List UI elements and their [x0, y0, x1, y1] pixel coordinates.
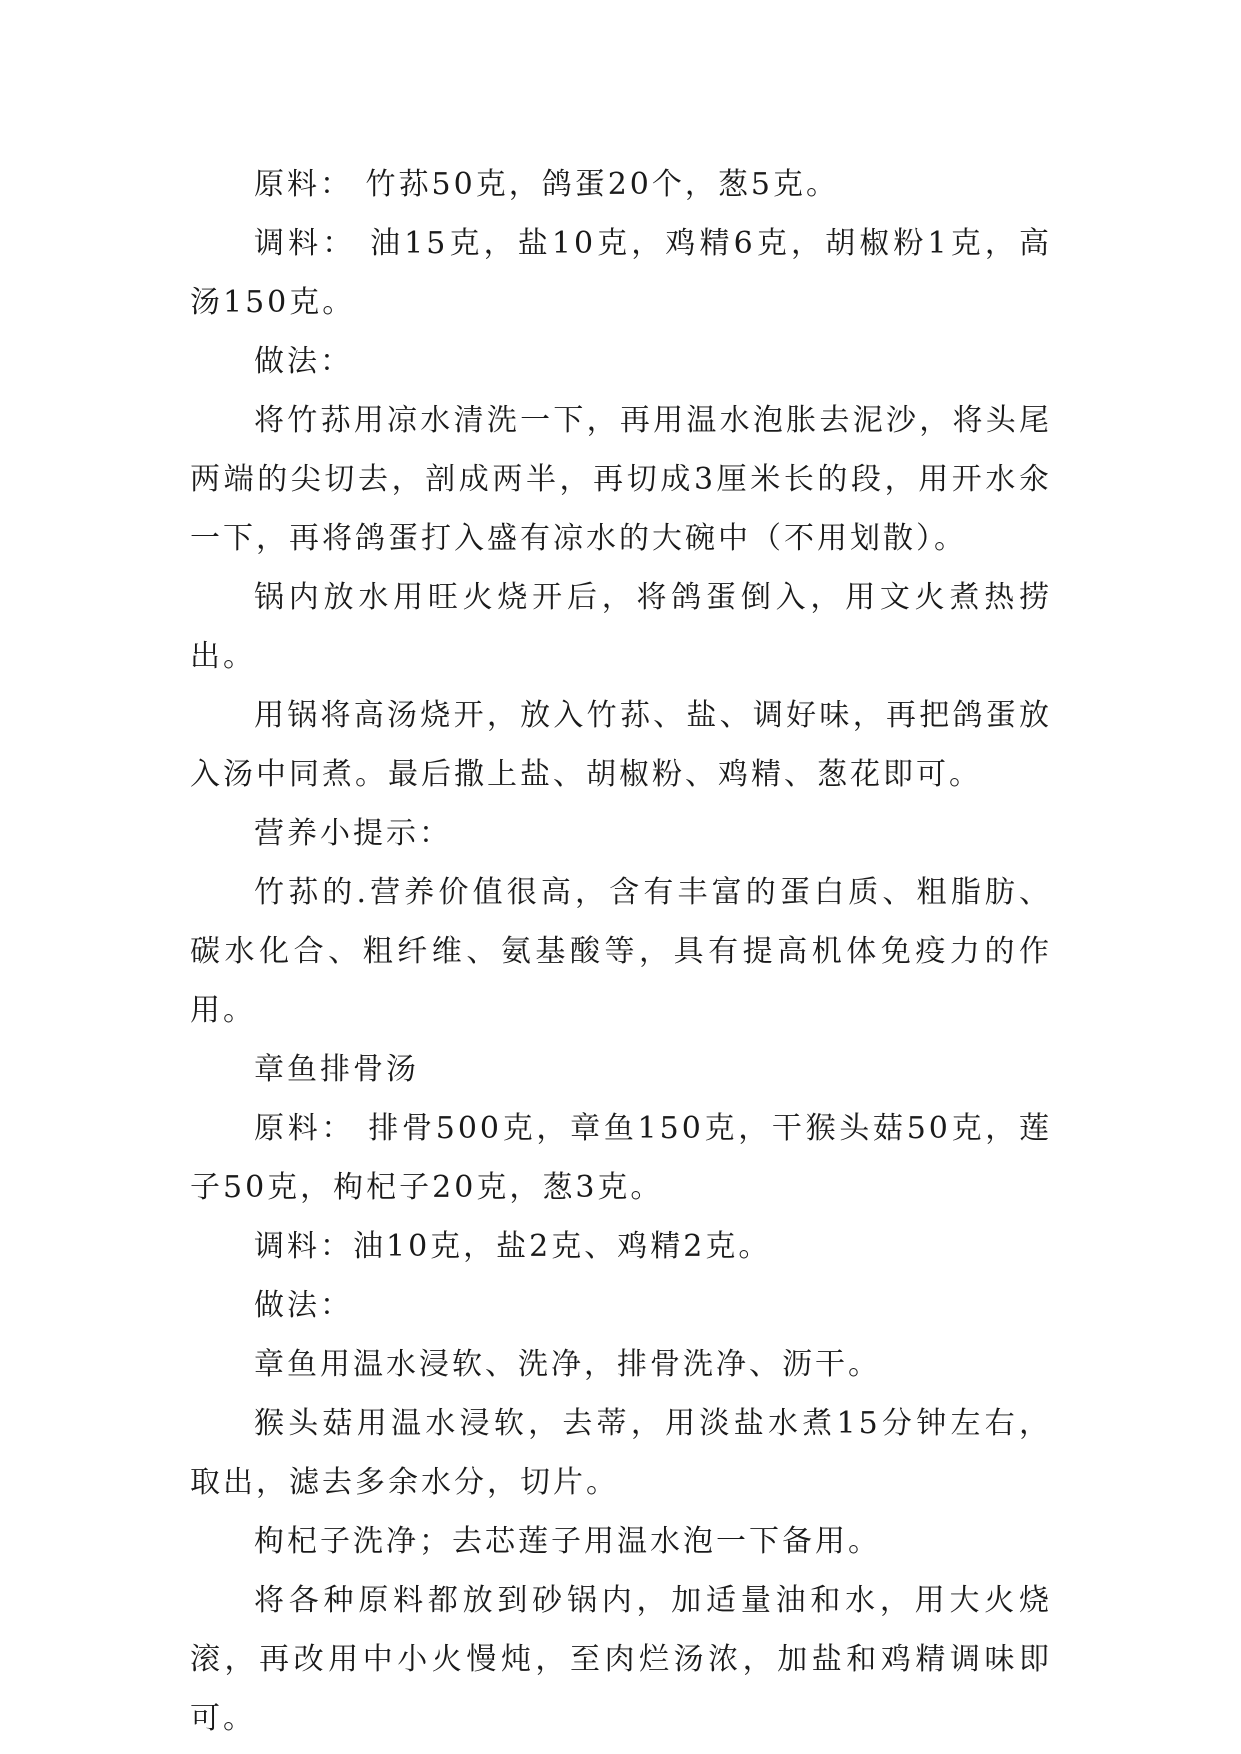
paragraph: 调料： 油15克，盐10克，鸡精6克，胡椒粉1克，高汤150克。	[190, 226, 1052, 320]
paragraph: 营养小提示：	[254, 816, 452, 851]
paragraph: 猴头菇用温水浸软，去蒂，用淡盐水煮15分钟左右，取出，滤去多余水分，切片。	[190, 1406, 1052, 1500]
paragraph: 将竹荪用凉水清洗一下，再用温水泡胀去泥沙，将头尾两端的尖切去，剖成两半，再切成3厘米长的段，用开水氽一下，再将鸽蛋打入盛有凉水的大碗中（不用划散）。	[190, 403, 1052, 556]
paragraph: 做法：	[254, 1288, 353, 1323]
paragraph: 原料： 竹荪50克，鸽蛋20个，葱5克。	[254, 167, 839, 202]
paragraph: 原料： 排骨500克，章鱼150克，干猴头菇50克，莲子50克，枸杞子20克，葱3克。	[190, 1111, 1052, 1205]
paragraph: 竹荪的.营养价值很高，含有丰富的蛋白质、粗脂肪、碳水化合、粗纤维、氨基酸等，具有提高机体免疫力的作用。	[190, 875, 1052, 1028]
paragraph: 用锅将高汤烧开，放入竹荪、盐、调好味，再把鸽蛋放入汤中同煮。最后撒上盐、胡椒粉、鸡精、葱花即可。	[190, 698, 1052, 792]
paragraph: 将各种原料都放到砂锅内，加适量油和水，用大火烧滚，再改用中小火慢炖，至肉烂汤浓，加盐和鸡精调味即可。	[190, 1583, 1052, 1736]
document-body	[190, 155, 1052, 1748]
paragraph: 章鱼用温水浸软、洗净，排骨洗净、沥干。	[254, 1347, 881, 1382]
paragraph: 锅内放水用旺火烧开后，将鸽蛋倒入，用文火煮热捞出。	[190, 580, 1052, 674]
paragraph: 做法：	[254, 344, 353, 379]
paragraph: 枸杞子洗净；去芯莲子用温水泡一下备用。	[254, 1524, 881, 1559]
paragraph: 调料：油10克，盐2克、鸡精2克。	[254, 1229, 772, 1264]
section-title: 章鱼排骨汤	[254, 1052, 419, 1087]
